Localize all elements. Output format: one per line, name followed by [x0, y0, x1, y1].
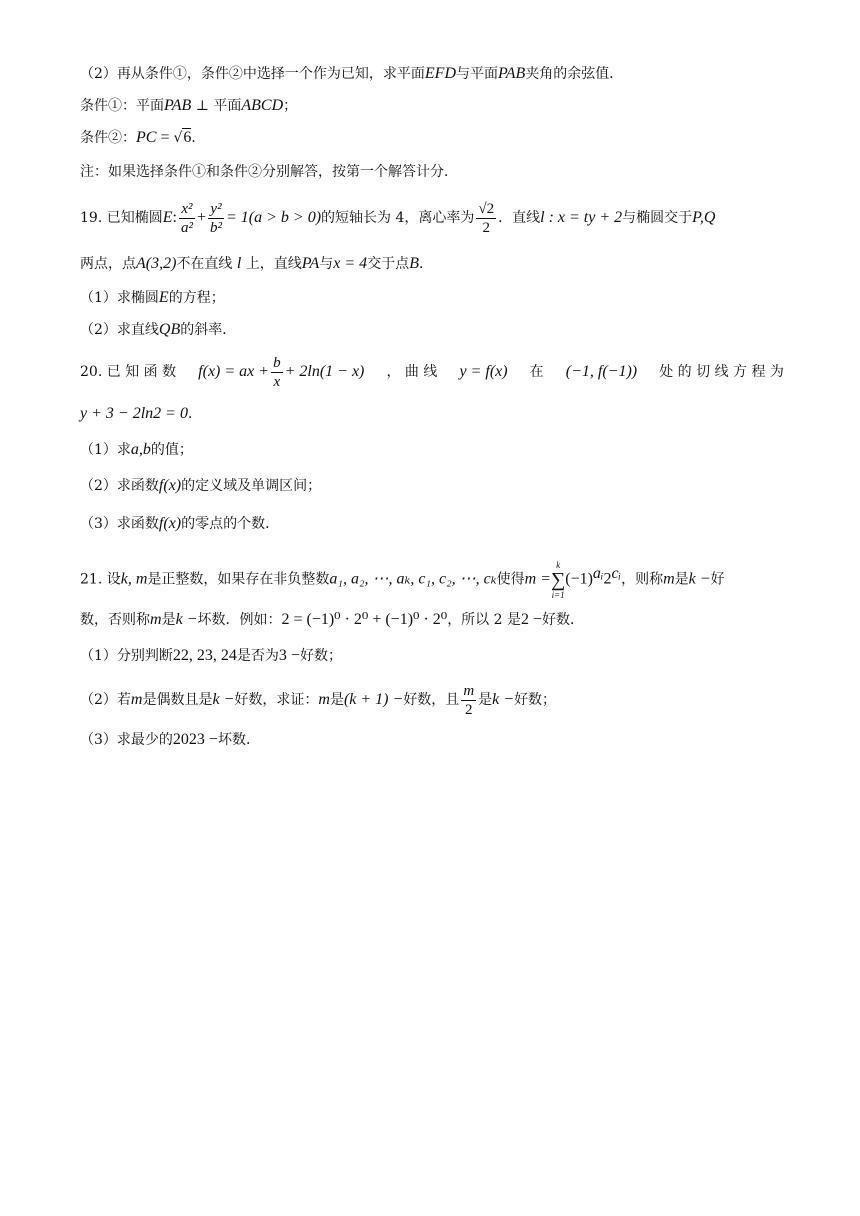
q20-part1: （1）求a,b的值；	[80, 441, 193, 458]
summation: k ∑ i=1	[550, 559, 566, 600]
q21-part3: （3）求最少的2023 −坏数．	[80, 731, 260, 748]
q21-part2: （2）若m是偶数且是k −好数，求证：m是(k + 1) −好数，且 $\frac{m}{2}$ 是k −好数；	[80, 682, 557, 718]
q20-stem-line2: y + 3 − 2ln2 = 0．	[80, 405, 202, 422]
q20-part2: （2）求函数f(x)的定义域及单调区间；	[80, 477, 322, 494]
q21-part1: （1）分别判断22, 23, 24是否为3 −好数；	[80, 647, 342, 664]
q20-stem-line1: 20. 已 知 函 数 f(x) = ax + $\frac{b}{x}$ + 2ln(1 − x) ， 曲 线 y = f(x) 在 (−1, f(−1)) 处 的 切 线 方 程 为	[80, 354, 784, 390]
q20-part3: （3）求函数f(x)的零点的个数．	[80, 515, 280, 532]
fraction-b-x: $\frac{b}{x}$	[273, 354, 281, 390]
q19-part1: （1）求椭圆E的方程；	[80, 289, 225, 306]
fraction-y2-b2: $\frac{\text{y²}}{\text{b²}}$	[209, 200, 222, 236]
fraction-x2-a2: $\frac{\text{x²}}{\text{a²}}$	[180, 200, 193, 236]
q18-condition-2: 条件②：PC = √6．	[80, 129, 206, 146]
fraction-eccentricity: $\frac{√2}{2}$	[478, 200, 495, 236]
fraction-m-2: $\frac{m}{2}$	[463, 682, 475, 718]
sqrt-sign: √	[173, 130, 183, 146]
q18-condition-1: 条件①：平面PAB ⊥ 平面ABCD；	[80, 97, 298, 114]
q21-stem-line2: 数，否则称m是k −坏数．例如：2 = (−1)⁰ · 2⁰ + (−1)⁰ · 2⁰，所以 2 是2 −好数．	[80, 611, 585, 628]
q18-note: 注：如果选择条件①和条件②分别解答，按第一个解答计分．	[80, 164, 458, 180]
q19-part2: （2）求直线QB的斜率．	[80, 321, 237, 338]
q19-stem-line1: 19. 已知椭圆E: $\frac{\text{x²}}{\text{a²}}$ + $\frac{\text{y²}}{\text{b²}}$ = 1(a > b > 0)的短轴长为 4，离心率为 $\frac{√2}{2}$ ．直线l : x = ty + 2与椭圆交于P,Q	[80, 200, 716, 236]
q19-stem-line2: 两点，点A(3,2)不在直线 l 上，直线PA与x = 4交于点B．	[80, 255, 433, 272]
q18-part2: （2）再从条件①，条件②中选择一个作为已知，求平面EFD与平面PAB夹角的余弦值．	[80, 65, 624, 82]
q21-stem-line1: 21. 设k, m是正整数，如果存在非负整数a₁, a₂, ⋯, aₖ, c₁, c₂, ⋯, cₖ使得m =k ∑ $i=1(-1)^{aᵢ}2^{cᵢ}$，则称m是k −好	[80, 559, 725, 600]
